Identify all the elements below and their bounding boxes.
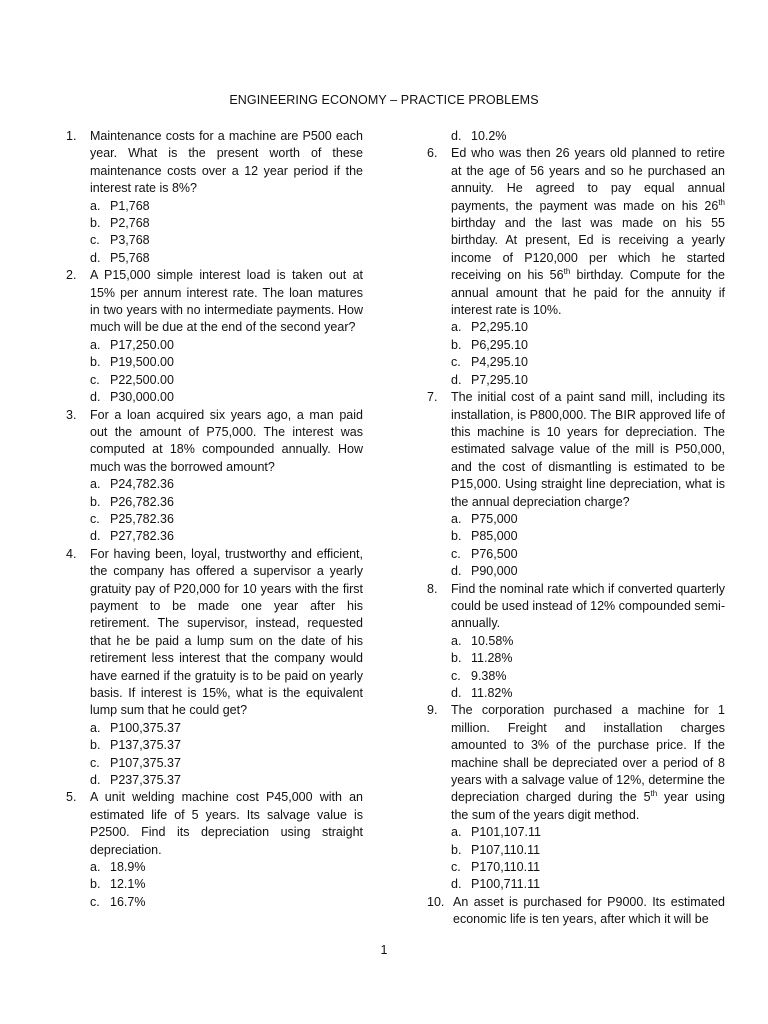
option — [66, 494, 363, 511]
question-4 — [66, 546, 363, 720]
option — [427, 511, 725, 528]
option-letter: a. — [90, 720, 101, 735]
question-text: An asset is purchased for P9000. Its estimated economic life is ten years, after which it will be — [453, 894, 725, 927]
option-letter: d. — [90, 250, 101, 265]
question-6 — [427, 145, 725, 319]
option — [427, 319, 725, 336]
option-text: 11.82% — [471, 686, 513, 700]
option-letter: b. — [90, 877, 101, 892]
option — [427, 842, 725, 859]
option — [427, 668, 725, 685]
option-text: P2,768 — [110, 216, 150, 231]
option — [66, 389, 363, 406]
option — [66, 876, 363, 893]
superscript: th — [563, 267, 571, 277]
option — [427, 546, 725, 563]
option — [66, 720, 363, 737]
option-letter: c. — [451, 668, 461, 683]
option-text: P3,768 — [110, 233, 150, 248]
option-letter: b. — [451, 842, 462, 857]
option-text: P25,782.36 — [110, 511, 174, 526]
question-text — [451, 702, 725, 824]
option-text: 18.9% — [110, 860, 146, 875]
question-3 — [66, 407, 363, 477]
option-letter: a. — [90, 477, 101, 492]
option-letter: c. — [90, 233, 100, 248]
option-letter: a. — [451, 633, 462, 648]
option-text: 9.38% — [471, 668, 507, 683]
question-text: For having been, loyal, trustworthy and efficient, the company has offered a supervisor a yearly gratuity pay of P20,000 for 10 years with the first payment to be made one year after his retirement. The supervisor, instead, requested that he be paid a lump sum on the date of his retirement less interest that the company would have earned if the gratuity is to be paid on yearly basis. If interest is 15%, what is the equivalent lump sum that he could get? — [90, 546, 363, 718]
option — [66, 215, 363, 232]
option — [66, 511, 363, 528]
question-number: 4. — [66, 546, 77, 561]
option-letter: c. — [451, 546, 461, 561]
question-number: 7. — [427, 390, 438, 405]
option — [66, 476, 363, 493]
option-text: 12.1% — [110, 877, 146, 892]
option-text: P1,768 — [110, 198, 150, 213]
question-9 — [427, 702, 725, 824]
option-text: P90,000 — [471, 564, 518, 579]
option-letter: d. — [451, 129, 462, 143]
option-text: P4,295.10 — [471, 355, 528, 370]
question-text: Maintenance costs for a machine are P500 each year. What is the present worth of these maintenance costs over a 12 year period if the interest rate is 8%? — [90, 129, 363, 196]
option-text: P100,375.37 — [110, 720, 181, 735]
option — [427, 633, 725, 650]
option-text: P100,711.11 — [471, 877, 541, 892]
option-text: P75,000 — [471, 511, 518, 526]
question-10 — [427, 894, 725, 929]
option — [427, 685, 725, 702]
option — [427, 824, 725, 841]
option — [66, 755, 363, 772]
option-text: P237,375.37 — [110, 773, 181, 788]
question-number: 5. — [66, 790, 77, 805]
option-text: P6,295.10 — [471, 337, 528, 352]
option-text: P107,110.11 — [471, 842, 541, 857]
question-text-part: year using the sum of the years digit method. — [451, 790, 725, 822]
option-letter: a. — [451, 320, 462, 335]
question-2 — [66, 267, 363, 337]
option — [427, 650, 725, 667]
option-letter: b. — [90, 355, 101, 370]
option-text: P26,782.36 — [110, 494, 174, 509]
option-text: P24,782.36 — [110, 477, 174, 492]
question-text: Find the nominal rate which if converted quarterly could be used instead of 12% compounded semi-annually. — [451, 581, 725, 631]
option-text: P19,500.00 — [110, 355, 174, 370]
option-letter: c. — [451, 355, 461, 370]
option — [427, 876, 725, 893]
option-letter: d. — [451, 564, 462, 579]
option-letter: c. — [90, 894, 100, 909]
question-number: 8. — [427, 581, 438, 596]
right-column — [427, 128, 725, 929]
option-letter: b. — [451, 337, 462, 352]
option-letter: a. — [451, 825, 462, 840]
option-text: P107,375.37 — [110, 755, 181, 770]
option-letter: b. — [90, 738, 101, 753]
option-text: P170,110.11 — [471, 860, 541, 875]
option-letter: a. — [90, 198, 101, 213]
option-letter: d. — [451, 372, 462, 387]
question-5 — [66, 789, 363, 859]
option-letter: b. — [90, 494, 101, 509]
option — [66, 894, 363, 911]
question-text-part: Ed who was then 26 years old planned to retire at the age of 56 years and so he purchased an annuity. He agreed to pay equal annual payments, the payment was made on his 26 — [451, 146, 725, 213]
option — [66, 198, 363, 215]
option — [66, 372, 363, 389]
question-number: 6. — [427, 146, 438, 161]
option-letter: a. — [90, 860, 101, 875]
option — [427, 128, 725, 145]
option-text: P85,000 — [471, 529, 518, 544]
option — [66, 232, 363, 249]
question-text: A P15,000 simple interest load is taken out at 15% per annum interest rate. The loan matures in two years with no intermediate payments. How much will be due at the end of the second year? — [90, 268, 363, 335]
question-text: For a loan acquired six years ago, a man paid out the amount of P75,000. The interest was computed at 18% compounded annually. How much was the borrowed amount? — [90, 407, 363, 474]
question-text — [451, 145, 725, 319]
option-text: 11.28% — [471, 651, 513, 666]
question-7 — [427, 389, 725, 511]
option — [427, 372, 725, 389]
option-letter: c. — [90, 372, 100, 387]
option-text: P30,000.00 — [110, 390, 174, 405]
page-title: ENGINEERING ECONOMY – PRACTICE PROBLEMS — [229, 93, 539, 107]
question-1 — [66, 128, 363, 198]
option — [66, 354, 363, 371]
question-text-part: The corporation purchased a machine for 1 million. Freight and installation charges amounted to 3% of the purchase price. If the machine shall be depreciated over a period of 8 years with a salvage value of 12%, determine the depreciation charged during the 5 — [451, 703, 725, 805]
left-column — [66, 128, 363, 911]
option — [427, 337, 725, 354]
option — [66, 737, 363, 754]
option-text: P17,250.00 — [110, 337, 174, 352]
option — [427, 528, 725, 545]
option-letter: c. — [451, 860, 461, 875]
question-text: The initial cost of a paint sand mill, including its installation, is P800,000. The BIR approved life of this machine is 10 years for depreciation. The estimated salvage value of the mill is P50,000, and the cost of dismantling is estimated to be P15,000. Using straight line depreciation, what is the annual depreciation charge? — [451, 390, 725, 509]
question-text: A unit welding machine cost P45,000 with an estimated life of 5 years. Its salvage value is P2500. Find its depreciation using straight depreciation. — [90, 790, 363, 857]
question-number: 3. — [66, 407, 77, 422]
option-text: P7,295.10 — [471, 372, 528, 387]
option — [427, 354, 725, 371]
option — [66, 337, 363, 354]
question-number: 9. — [427, 703, 438, 718]
option-text: P76,500 — [471, 546, 518, 561]
option — [66, 250, 363, 267]
question-text-part: birthday and the last was made on his 55 birthday. At present, Ed is receiving a yearly income of P120,000 per which he started receiving on his 56 — [451, 216, 725, 283]
option-text: 16.7% — [110, 894, 146, 909]
question-number: 2. — [66, 268, 77, 283]
question-8 — [427, 581, 725, 633]
question-number: 1. — [66, 129, 77, 143]
option-text: 10.58% — [471, 633, 514, 648]
option-letter: b. — [451, 529, 462, 544]
option — [66, 859, 363, 876]
option-text: P137,375.37 — [110, 738, 181, 753]
option — [427, 563, 725, 580]
superscript: th — [650, 789, 658, 799]
option-letter: a. — [451, 511, 462, 526]
option-letter: d. — [90, 773, 101, 788]
option-letter: d. — [90, 390, 101, 405]
question-number: 10. — [427, 894, 445, 909]
superscript: th — [718, 197, 725, 207]
option-text: P27,782.36 — [110, 529, 174, 544]
option-text: P5,768 — [110, 250, 150, 265]
option-letter: c. — [90, 511, 100, 526]
page-number: 1 — [380, 943, 388, 957]
option-letter: b. — [90, 216, 101, 231]
option-text: P2,295.10 — [471, 320, 528, 335]
option-letter: b. — [451, 651, 462, 666]
option-text: P22,500.00 — [110, 372, 174, 387]
option — [66, 772, 363, 789]
option — [66, 528, 363, 545]
option-letter: c. — [90, 755, 100, 770]
option — [427, 859, 725, 876]
option-letter: d. — [451, 686, 462, 700]
option-letter: a. — [90, 337, 101, 352]
option-text: P101,107.11 — [471, 825, 541, 840]
question-text-part: birthday. Compute for the annual amount that he paid for the annuity if interest rate is 10%. — [451, 268, 725, 318]
option-text: 10.2% — [471, 129, 507, 143]
option-letter: d. — [451, 877, 462, 892]
option-letter: d. — [90, 529, 101, 544]
